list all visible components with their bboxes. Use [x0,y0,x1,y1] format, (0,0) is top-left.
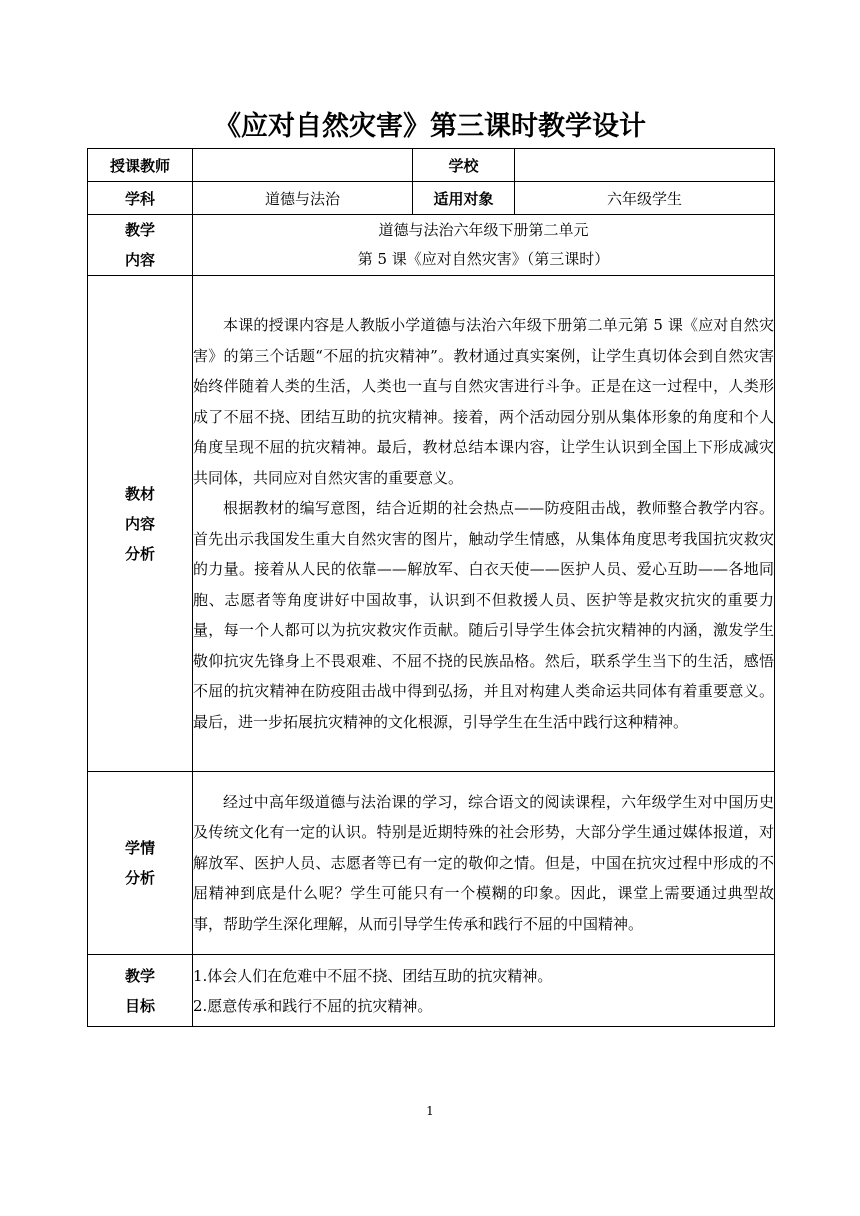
students-paragraph: 经过中高年级道德与法治课的学习，综合语文的阅读课程，六年级学生对中国历史及传统文化有一定的认识。特别是近期特殊的社会形势，大部分学生通过媒体报道，对解放军、医护人员、志愿者等已有一定的敬仰之情。但是，中国在抗灾过程中形成的不屈精神到底是什么呢？学生可能只有一个模糊的印象。因此，课堂上需要通过典型故事，帮助学生深化理解，从而引导学生传承和践行不屈的中国精神。 [193,792,774,933]
students-label [88,772,193,955]
material-label-line: 内容 [124,514,155,533]
school-label: 学校 [413,149,515,182]
row-material [88,276,775,772]
material-paragraph: 根据教材的编写意图，结合近期的社会热点——防疫阻击战，教师整合教学内容。首先出示我国发生重大自然灾害的图片，触动学生情感，从集体角度思考我国抗灾救灾的力量。接着从人民的依靠——解放军、白衣天使——医护人员、爱心互助——各地同胞、志愿者等角度讲好中国故事，认识到不但救援人员、医护等是救灾抗灾的重要力量，每一个人都可以为抗灾救灾作贡献。随后引导学生体会抗灾精神的内涵，激发学生敬仰抗灾先锋身上不畏艰难、不屈不挠的民族品格。然后，联系学生当下的生活，感悟不屈的抗灾精神在防疫阻击战中得到弘扬，并且对构建人类命运共同体有着重要意义。最后，进一步拓展抗灾精神的文化根源，引导学生在生活中践行这种精神。 [193,499,774,731]
row-teacher [88,149,775,182]
lesson-plan-table [87,148,775,1027]
students-analysis [193,772,775,955]
row-students [88,772,775,955]
content-line: 道德与法治六年级下册第二单元 [378,221,589,239]
subject-value: 道德与法治 [193,182,413,215]
content-label-line: 内容 [124,251,155,269]
goal-item: 1.体会人们在危难中不屈不挠、团结互助的抗灾精神。 [193,966,553,985]
content-line: 第 5 课《应对自然灾害》（第三课时） [357,250,610,268]
row-goals [88,955,775,1027]
document-title: 《应对自然灾害》第三课时教学设计 [214,111,646,142]
subject-label: 学科 [88,182,193,215]
row-subject [88,182,775,215]
teaching-goals [193,955,775,1027]
material-label-line: 教材 [124,484,155,503]
material-paragraph: 本课的授课内容是人教版小学道德与法治六年级下册第二单元第 5 课《应对自然灾害》的第三个话题“不屈的抗灾精神”。教材通过真实案例，让学生真切体会到自然灾害始终伴随着人类的生活，人类也一直与自然灾害进行斗争。正是在这一过程中，人类形成了不屈不挠、团结互助的抗灾精神。接着，两个活动园分别从集体形象的角度和个人角度呈现不屈的抗灾精神。最后，教材总结本课内容，让学生认识到全国上下形成减灾共同体，共同应对自然灾害的重要意义。 [193,316,774,487]
content-label [88,215,193,276]
teacher-label: 授课教师 [88,149,193,182]
content-value [193,215,775,276]
students-label-line: 分析 [124,869,155,887]
goals-label [88,955,193,1027]
audience-label: 适用对象 [413,182,515,215]
material-analysis [193,276,775,772]
goals-label-line: 目标 [124,996,155,1015]
row-content [88,215,775,276]
page-number: 1 [426,1104,434,1118]
material-label-line: 分析 [124,544,155,563]
material-label [88,276,193,772]
goal-item: 2.愿意传承和践行不屈的抗灾精神。 [193,996,433,1015]
teacher-value [193,149,413,182]
students-label-line: 学情 [124,839,155,857]
goals-label-line: 教学 [124,966,155,985]
audience-value: 六年级学生 [515,182,775,215]
content-label-line: 教学 [124,221,155,239]
school-value [515,149,775,182]
